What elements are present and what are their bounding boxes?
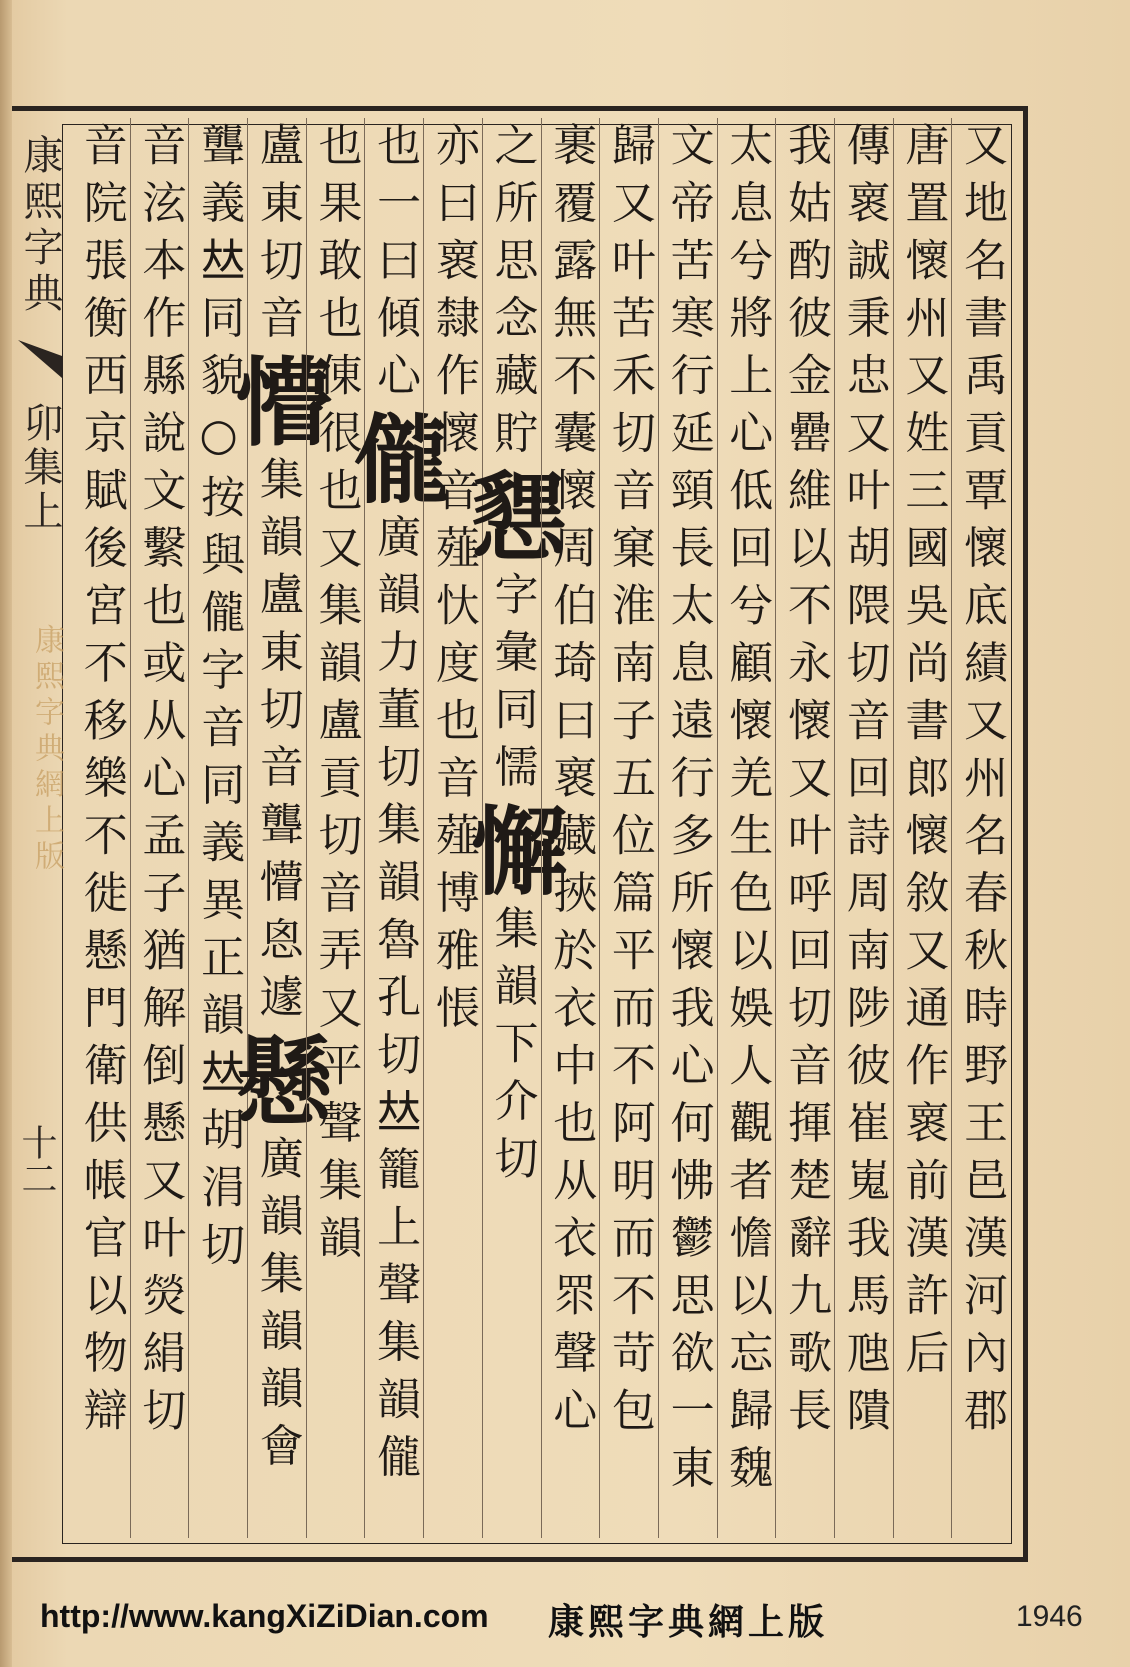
text-column bbox=[541, 118, 600, 1538]
fishtail-mark-icon bbox=[18, 348, 62, 392]
entry-text: 音薤忕度也 bbox=[427, 467, 479, 755]
text-column bbox=[220, 118, 334, 1538]
entry-text: 貌○按與儱字音同義異 bbox=[193, 352, 245, 934]
entry-text: 盧東切音 bbox=[251, 122, 303, 352]
binding-edge bbox=[0, 0, 12, 1667]
entry-text: 文帝苦寒行延頸長太息遠行多所懷我心何怫鬱思欲一東 bbox=[662, 122, 714, 1502]
text-column bbox=[599, 118, 658, 1538]
entry-text: 也一曰傾心 bbox=[369, 122, 421, 410]
entry-text: 倲很也又集韻盧貢切音弄又平聲集韻 bbox=[310, 352, 362, 1272]
text-column bbox=[306, 118, 365, 1538]
entry-text: 太息兮將上心低回兮顧懷羌生色以娛人觀者憺以忘歸魏 bbox=[721, 122, 773, 1502]
margin-page-number: 十二 bbox=[16, 1124, 57, 1196]
text-columns bbox=[70, 118, 1010, 1538]
entry-text: 唐置懷州又姓三國吳尚書郎懷敘又通作褱前漢許后 bbox=[897, 122, 949, 1387]
entry-text: 音薤博雅悵 bbox=[427, 754, 479, 1042]
entry-text: 之所思念藏貯 bbox=[486, 122, 538, 467]
text-column bbox=[71, 118, 130, 1538]
entry-text: 字彙同懦 bbox=[486, 571, 538, 801]
footer bbox=[0, 1590, 1130, 1667]
text-column bbox=[188, 118, 247, 1538]
entry-text: 亦曰褱隸作懷 bbox=[427, 122, 479, 467]
volume-label: 卯集上 bbox=[17, 402, 63, 534]
text-column bbox=[338, 118, 452, 1538]
entry-text: 裹覆露無不囊懷周伯琦曰褱藏挾於衣中也从衣眔聲心 bbox=[545, 122, 597, 1445]
margin-column bbox=[12, 124, 62, 1544]
entry-text: 廣韻力董切集韻魯孔切𠀤籠上聲集韻儱 bbox=[369, 513, 421, 1491]
site-url-link[interactable]: http://www.kangXiZiDian.com bbox=[40, 1598, 489, 1634]
entry-text: 集韻盧東切音聾懵恖遽 bbox=[251, 456, 303, 1031]
entry-text: 歸又叶苦禾切音窠淮南子五位篇平而不阿明而不苛包 bbox=[603, 122, 655, 1445]
entry-text: 傳褱誠秉忠又叶胡隈切音回詩周南陟彼崔嵬我馬虺隤 bbox=[838, 122, 890, 1445]
text-column bbox=[455, 118, 569, 1538]
entry-text: 我姑酌彼金罍維以不永懷又叶呼回切音揮楚辭九歌長 bbox=[779, 122, 831, 1445]
text-column bbox=[658, 118, 717, 1538]
watermark-stamp: 康熙字典網上版 bbox=[29, 624, 64, 876]
headword-character: 懸 bbox=[220, 1031, 334, 1135]
headword-character: 懈 bbox=[455, 801, 569, 905]
entry-text: 音泫本作縣說文繫也或从心孟子猶解倒懸又叶熒絹切 bbox=[134, 122, 186, 1445]
entry-text: 又地名書禹貢覃懷底績又州名春秋時野王邑漢河內郡 bbox=[956, 122, 1007, 1445]
book-title: 康熙字典 bbox=[17, 134, 63, 318]
headword-character: 儱 bbox=[338, 409, 452, 514]
headword-character: 㦟 bbox=[455, 467, 569, 571]
text-column bbox=[893, 118, 952, 1538]
entry-text: 音院張衡西京賦後宮不移樂不徙懸門衛供帳官以物辯 bbox=[75, 122, 127, 1445]
entry-text: 也果敢也 bbox=[310, 122, 362, 352]
entry-text: 集韻下介切 bbox=[486, 905, 538, 1193]
page-number: 1946 bbox=[1016, 1600, 1083, 1633]
headword-character: 懵 bbox=[220, 352, 334, 456]
entry-text: 廣韻集韻韻會 bbox=[251, 1135, 303, 1480]
text-column bbox=[775, 118, 834, 1538]
text-column bbox=[951, 118, 1010, 1538]
entry-text: 正韻𠀤胡涓切 bbox=[193, 934, 245, 1279]
entry-text: 聾義𠀤同 bbox=[193, 122, 245, 352]
text-column bbox=[717, 118, 776, 1538]
edition-title: 康熙字典網上版 bbox=[548, 1602, 829, 1643]
text-column bbox=[130, 118, 189, 1538]
text-column bbox=[834, 118, 893, 1538]
